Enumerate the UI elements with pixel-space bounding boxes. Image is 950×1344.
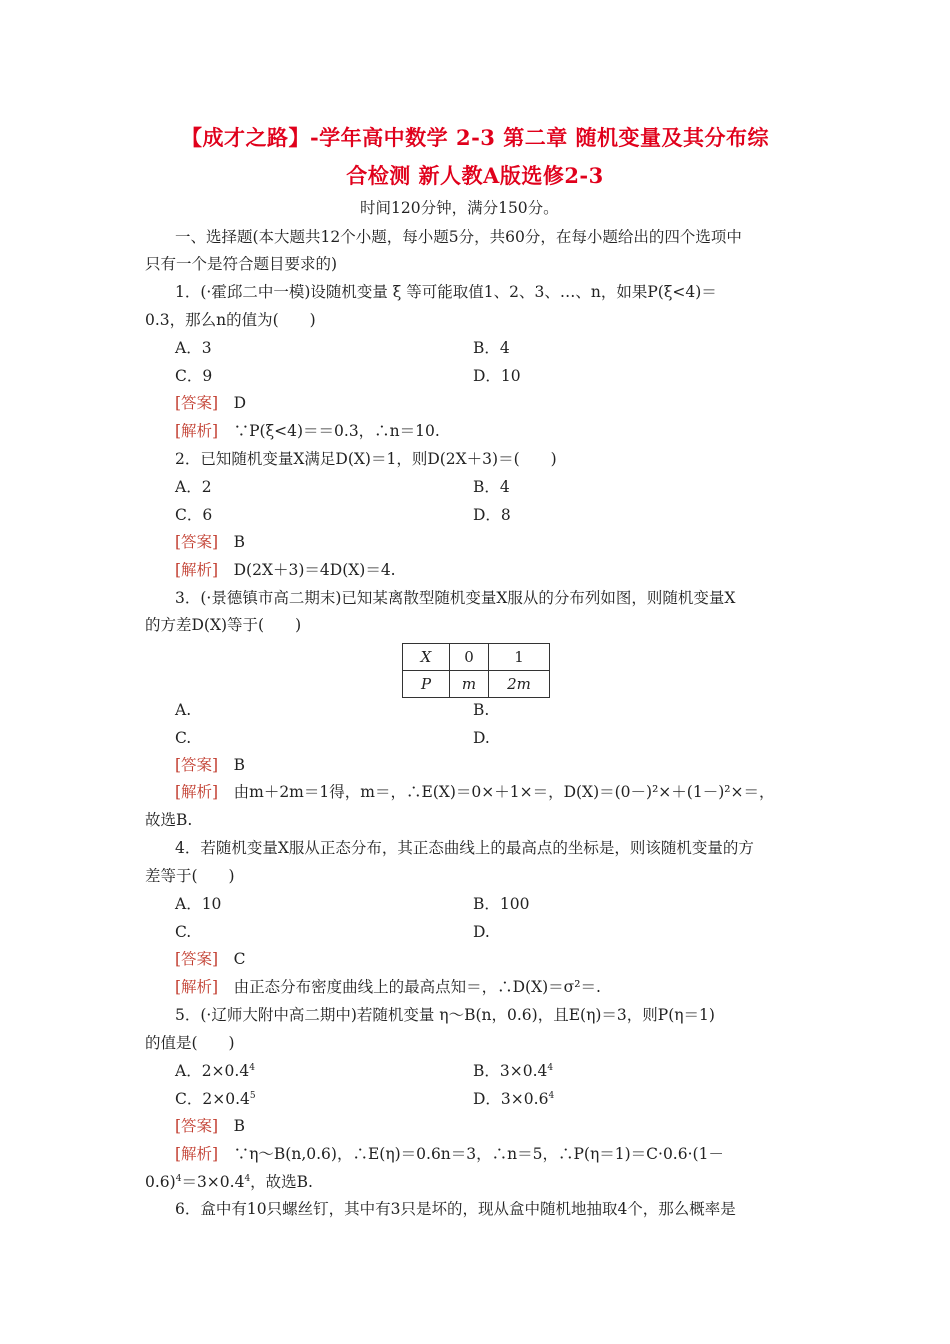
table-cell: m <box>450 671 489 698</box>
q1-answer-value: D <box>233 394 247 412</box>
q5-option-b-text: B．3×0.4 <box>473 1062 548 1080</box>
q2-option-a: A．2 <box>175 478 212 496</box>
q1-stem-cont: 0.3，那么n的值为( ) <box>145 311 316 329</box>
q1-option-a: A．3 <box>175 339 212 357</box>
table-cell: 2m <box>489 671 550 698</box>
analysis-label: [解析] <box>175 1145 219 1163</box>
q5-option-a <box>175 1061 255 1081</box>
q5-answer-value: B <box>233 1117 246 1135</box>
exponent: 4 <box>175 1174 182 1184</box>
table-cell: 0 <box>450 644 489 671</box>
q5-analysis-cont <box>145 1172 313 1192</box>
q5-analysis-part: ，故选B. <box>250 1173 313 1191</box>
q2-stem: 2．已知随机变量X满足D(X)＝1，则D(2X＋3)＝( ) <box>175 450 557 468</box>
exponent: 5 <box>249 1091 256 1101</box>
q4-option-a: A．10 <box>175 895 222 913</box>
answer-label: [答案] <box>175 1117 219 1135</box>
q3-answer-value: B <box>233 756 246 774</box>
q4-stem: 4．若随机变量X服从正态分布，其正态曲线上的最高点的坐标是，则该随机变量的方 <box>175 839 754 857</box>
q5-stem-cont: 的值是( ) <box>145 1034 235 1052</box>
q5-option-c <box>175 1089 256 1109</box>
distribution-table <box>402 643 550 698</box>
q2-option-b: B．4 <box>473 478 510 496</box>
answer-label: [答案] <box>175 394 219 412</box>
q5-option-c-text: C．2×0.4 <box>175 1090 250 1108</box>
q3-stem-cont: 的方差D(X)等于( ) <box>145 616 302 634</box>
answer-label: [答案] <box>175 533 219 551</box>
table-cell: 1 <box>489 644 550 671</box>
q2-option-c: C．6 <box>175 506 213 524</box>
q5-analysis-part: ＝3×0.4 <box>181 1173 245 1191</box>
time-info: 时间120分钟，满分150分。 <box>360 199 559 217</box>
q5-option-a-text: A．2×0.4 <box>175 1062 250 1080</box>
section-heading: 一、选择题(本大题共12个小题，每小题5分，共60分，在每小题给出的四个选项中 <box>175 228 742 246</box>
exponent: 4 <box>547 1063 554 1073</box>
analysis-label: [解析] <box>175 978 219 996</box>
q5-option-d-text: D．3×0.6 <box>473 1090 549 1108</box>
q1-option-d: D．10 <box>473 367 521 385</box>
q5-option-b <box>473 1061 553 1081</box>
q1-analysis <box>175 421 440 441</box>
table-cell: X <box>403 644 450 671</box>
q3-answer <box>175 755 245 775</box>
q3-analysis-text: 由m＋2m＝1得，m＝，∴E(X)＝0×＋1×＝，D(X)＝(0－)²×＋(1－)²×＝， <box>233 783 775 801</box>
q4-option-d: D. <box>473 923 490 941</box>
exponent: 4 <box>244 1174 251 1184</box>
q3-option-d: D. <box>473 729 490 747</box>
q1-option-b: B．4 <box>473 339 510 357</box>
document-title-line1: 【成才之路】-学年高中数学 2-3 第二章 随机变量及其分布综 <box>180 125 770 150</box>
table-row <box>403 644 550 671</box>
q5-option-d <box>473 1089 554 1109</box>
q3-option-c: C. <box>175 729 192 747</box>
q5-analysis <box>175 1144 724 1164</box>
exponent: 4 <box>249 1063 255 1073</box>
q3-option-a: A. <box>175 701 192 719</box>
q4-answer-value: C <box>233 950 246 968</box>
q3-analysis-cont: 故选B. <box>145 811 193 829</box>
analysis-label: [解析] <box>175 561 219 579</box>
q2-analysis-text: D(2X＋3)＝4D(X)＝4. <box>233 561 396 579</box>
q1-answer <box>175 393 246 413</box>
exponent: 4 <box>548 1091 555 1101</box>
q1-stem: 1．(·霍邱二中一模)设随机变量 ξ 等可能取值1、2、3、…、n，如果P(ξ<4)＝ <box>175 283 717 301</box>
section-heading-cont: 只有一个是符合题目要求的) <box>145 255 338 273</box>
analysis-label: [解析] <box>175 783 219 801</box>
q4-option-b: B．100 <box>473 895 530 913</box>
q2-answer-value: B <box>233 533 246 551</box>
q5-analysis-part: 0.6) <box>145 1173 176 1191</box>
answer-label: [答案] <box>175 950 219 968</box>
q1-analysis-text: ∵P(ξ<4)＝＝0.3，∴n＝10. <box>233 422 440 440</box>
q5-analysis-text: ∵η～B(n,0.6)，∴E(η)＝0.6n＝3，∴n＝5，∴P(η＝1)＝C·0.6·(1－ <box>233 1145 724 1163</box>
q5-answer <box>175 1116 245 1136</box>
q1-option-c: C．9 <box>175 367 213 385</box>
q4-stem-cont: 差等于( ) <box>145 867 235 885</box>
analysis-label: [解析] <box>175 422 219 440</box>
q3-analysis <box>175 782 774 802</box>
q5-stem: 5．(·辽师大附中高二期中)若随机变量 η～B(n，0.6)，且E(η)＝3，则P(η＝1) <box>175 1006 715 1024</box>
q4-answer <box>175 949 246 969</box>
q2-analysis <box>175 560 396 580</box>
q2-option-d: D．8 <box>473 506 511 524</box>
q3-option-b: B. <box>473 701 490 719</box>
answer-label: [答案] <box>175 756 219 774</box>
table-cell: P <box>403 671 450 698</box>
q2-answer <box>175 532 245 552</box>
q6-stem: 6．盒中有10只螺丝钉，其中有3只是坏的，现从盒中随机地抽取4个，那么概率是 <box>175 1200 736 1218</box>
q3-stem: 3．(·景德镇市高二期末)已知某离散型随机变量X服从的分布列如图，则随机变量X <box>175 589 736 607</box>
table-row <box>403 671 550 698</box>
document-title-line2: 合检测 新人教A版选修2-3 <box>346 163 604 188</box>
q4-analysis <box>175 977 601 997</box>
q4-analysis-text: 由正态分布密度曲线上的最高点知＝，∴D(X)＝σ²＝. <box>233 978 601 996</box>
q4-option-c: C. <box>175 923 192 941</box>
